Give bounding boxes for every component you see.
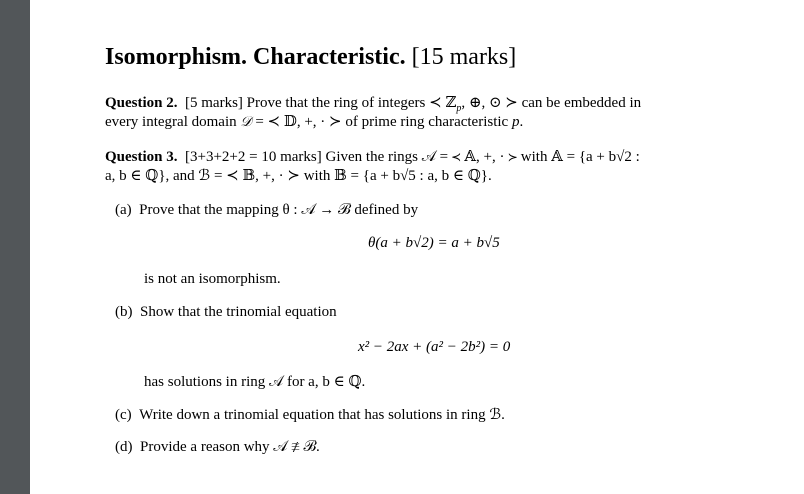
domain-symbol: 𝒟 [240, 114, 252, 130]
part-a-text: Prove that the mapping θ : 𝒜 → ℬ defined by [139, 202, 419, 218]
question-3-line-1 [105, 148, 640, 166]
question-2-text-2-end: . [519, 114, 524, 130]
part-c [115, 406, 505, 424]
title-main: Isomorphism. Characteristic. [105, 44, 406, 70]
part-b-equation: x² − 2ax + (a² − 2b²) = 0 [358, 339, 511, 355]
question-3-text-1: [3+3+2+2 = 10 marks] Given the rings 𝒜 = ≺ 𝔸, +, · ≻ with 𝔸 = {a + b√2 : [185, 149, 640, 165]
part-b-label: (b) [115, 304, 133, 320]
document-page [30, 0, 804, 494]
part-d [115, 438, 320, 456]
part-d-label: (d) [115, 439, 133, 455]
question-2-line-2 [105, 113, 523, 131]
page-title [105, 42, 516, 72]
question-3-label: Question 3. [105, 149, 178, 165]
title-marks: [15 marks] [411, 44, 517, 70]
part-c-text: Write down a trinomial equation that has solutions in ring ℬ. [139, 407, 505, 423]
part-b-after: has solutions in ring 𝒜 for a, b ∈ ℚ. [144, 374, 366, 390]
part-d-text: Provide a reason why 𝒜 ≇ ℬ. [140, 439, 320, 455]
char-p: p [511, 114, 520, 130]
part-b-text: Show that the trinomial equation [140, 304, 337, 320]
part-a [115, 201, 418, 219]
question-3-text-2: a, b ∈ ℚ}, and ℬ = ≺ 𝔹, +, · ≻ with 𝔹 = {a + b√5 : a, b ∈ ℚ}. [105, 168, 492, 184]
part-b [115, 303, 337, 321]
part-a-equation: θ(a + b√2) = a + b√5 [368, 235, 500, 251]
question-2-text-1-rest: , ⊕, ⊙ ≻ can be embedded in [461, 95, 642, 111]
question-2-text-1: [5 marks] Prove that the ring of integers ≺ ℤ [185, 95, 457, 111]
question-2-text-2b: = ≺ 𝔻, +, · ≻ of prime ring characteristic [251, 114, 512, 130]
part-c-label: (c) [115, 407, 132, 423]
question-2-label: Question 2. [105, 95, 178, 111]
part-a-label: (a) [115, 202, 132, 218]
question-3-line-2 [105, 167, 492, 185]
question-2-text-2a: every integral domain [105, 114, 241, 130]
part-a-after: is not an isomorphism. [144, 271, 281, 287]
zp-subscript: p [456, 103, 462, 114]
